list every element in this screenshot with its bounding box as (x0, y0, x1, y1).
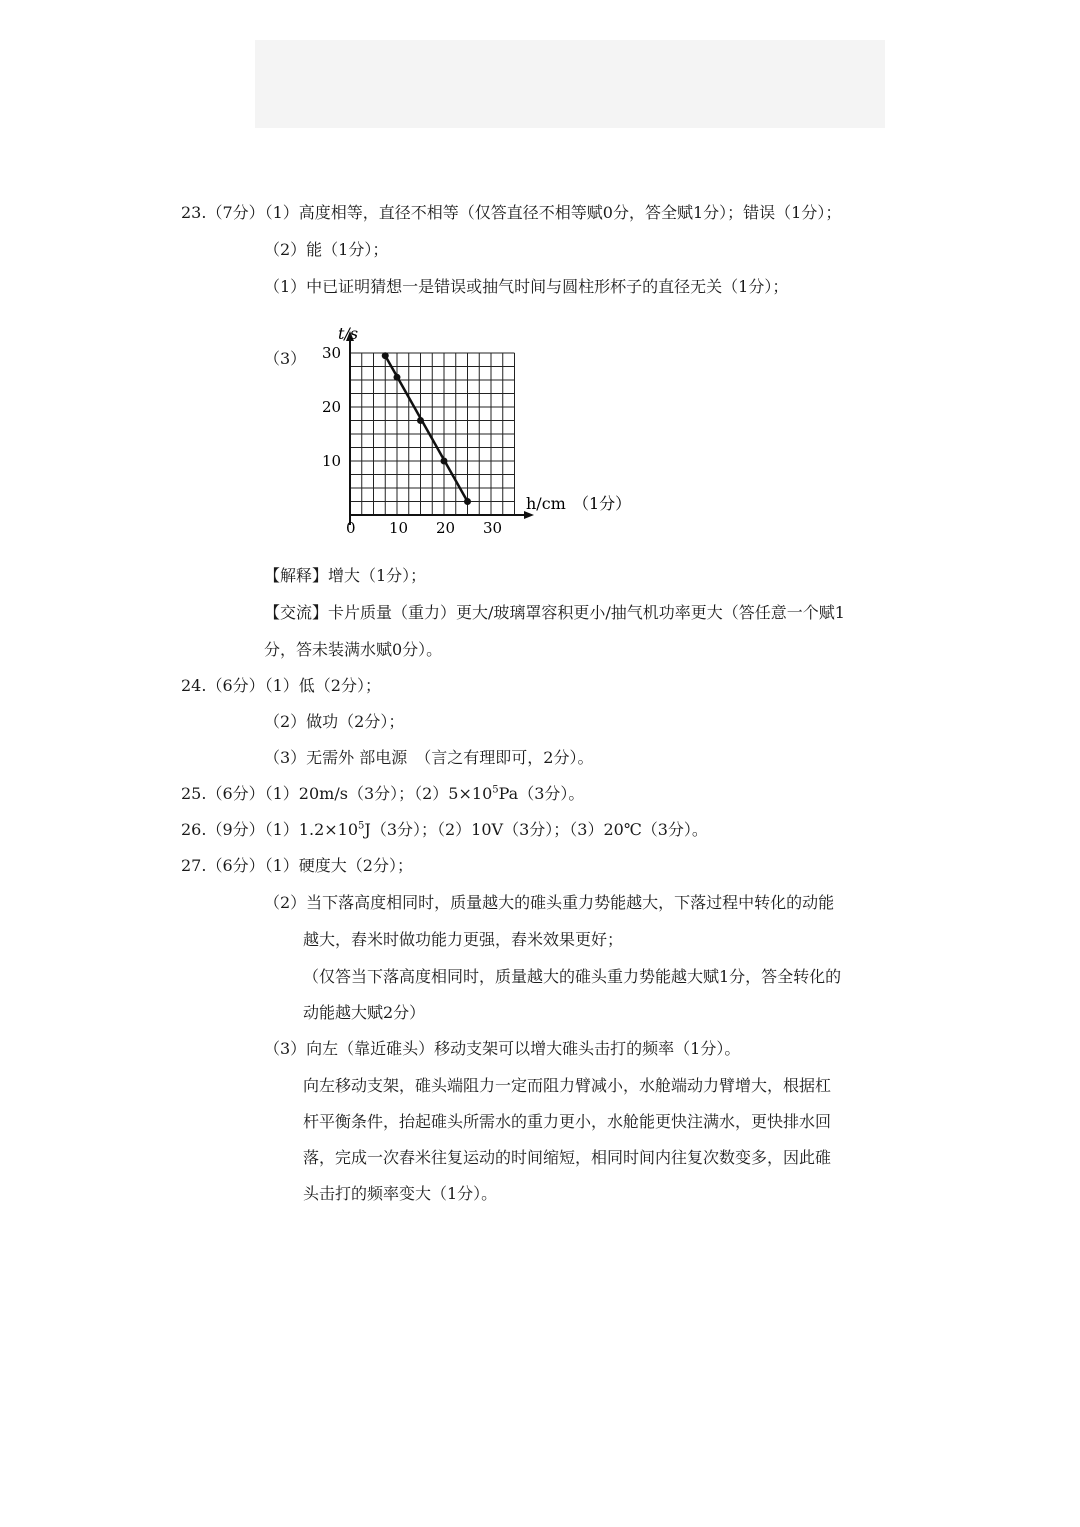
q25-b: Pa（3分）。 (498, 784, 585, 803)
q23-explain: 【解释】增大（1分）； (264, 566, 427, 585)
q23-part3-label: （3） (264, 349, 307, 368)
y-tick-label: 30 (322, 344, 342, 362)
q27-part3-line3: 杆平衡条件，抬起碓头所需水的重力更小，水舱能更快注满水，更快排水回 (303, 1112, 832, 1131)
q27-part2-note2: 动能越大赋2分） (303, 1003, 426, 1022)
y-axis-label: t/s (338, 324, 359, 343)
q24-header: 24.（6分）（1）低（2分）； (181, 676, 381, 695)
data-point (441, 458, 448, 465)
x-tick-label: 0 (346, 519, 356, 537)
q24-part2: （2）做功（2分）； (264, 712, 405, 731)
x-tick-label: 30 (483, 519, 503, 537)
q26-b: J（3分）；（2）10V（3分）；（3）20℃（3分）。 (364, 820, 708, 839)
q26-answer (181, 820, 708, 840)
q27-part3: （3）向左（靠近碓头）移动支架可以增大碓头击打的频率（1分）。 (264, 1039, 741, 1058)
q26-a: 26.（9分）（1）1.2×10 (181, 820, 359, 839)
graph-grid (350, 353, 515, 515)
data-point (394, 374, 401, 381)
q23-part1-note: （1）中已证明猜想一是错误或抽气时间与圆柱形杯子的直径无关（1分）； (264, 277, 789, 296)
graph-axes (346, 331, 534, 525)
q26-exponent: 5 (358, 820, 365, 832)
q23-part2: （2）能（1分）； (264, 240, 389, 259)
q23-exchange-2: 分，答未装满水赋0分）。 (264, 640, 443, 659)
q25-a: 25.（6分）（1）20m/s（3分）；（2）5×10 (181, 784, 493, 803)
q25-exponent: 5 (492, 784, 499, 796)
graph-score-note: （1分） (573, 494, 632, 513)
q27-part2-note1: （仅答当下落高度相同时，质量越大的碓头重力势能越大赋1分，答全转化的 (303, 967, 842, 986)
data-point (382, 352, 389, 359)
q27-part3-line4: 落，完成一次舂米往复运动的时间缩短，相同时间内往复次数变多，因此碓 (303, 1148, 832, 1167)
y-tick-label: 10 (322, 452, 342, 470)
q23-exchange-1: 【交流】卡片质量（重力）更大/玻璃罩容积更小/抽气机功率更大（答任意一个赋1 (264, 603, 845, 622)
x-tick-label: 20 (436, 519, 456, 537)
scan-shading (255, 40, 885, 128)
t-h-graph (318, 323, 638, 538)
data-point (464, 498, 471, 505)
q27-part3-line2: 向左移动支架，碓头端阻力一定而阻力臂减小，水舱端动力臂增大，根据杠 (303, 1076, 832, 1095)
q23-header: 23.（7分）（1）高度相等，直径不相等（仅答直径不相等赋0分，答全赋1分）；错误（1分）； (181, 203, 842, 222)
q27-part3-line5: 头击打的频率变大（1分）。 (303, 1184, 498, 1203)
q24-part3: （3）无需外 部电源 （言之有理即可，2分）。 (264, 748, 594, 767)
x-axis-label: h/cm (526, 494, 566, 513)
q27-header: 27.（6分）（1）硬度大（2分）； (181, 856, 413, 875)
y-tick-label: 20 (322, 398, 342, 416)
data-point (417, 417, 424, 424)
q27-part2-line1: （2）当下落高度相同时，质量越大的碓头重力势能越大，下落过程中转化的动能 (264, 893, 835, 912)
q27-part2-line2: 越大，舂米时做功能力更强，舂米效果更好； (303, 930, 624, 949)
q25-answer (181, 784, 584, 804)
x-tick-label: 10 (389, 519, 409, 537)
